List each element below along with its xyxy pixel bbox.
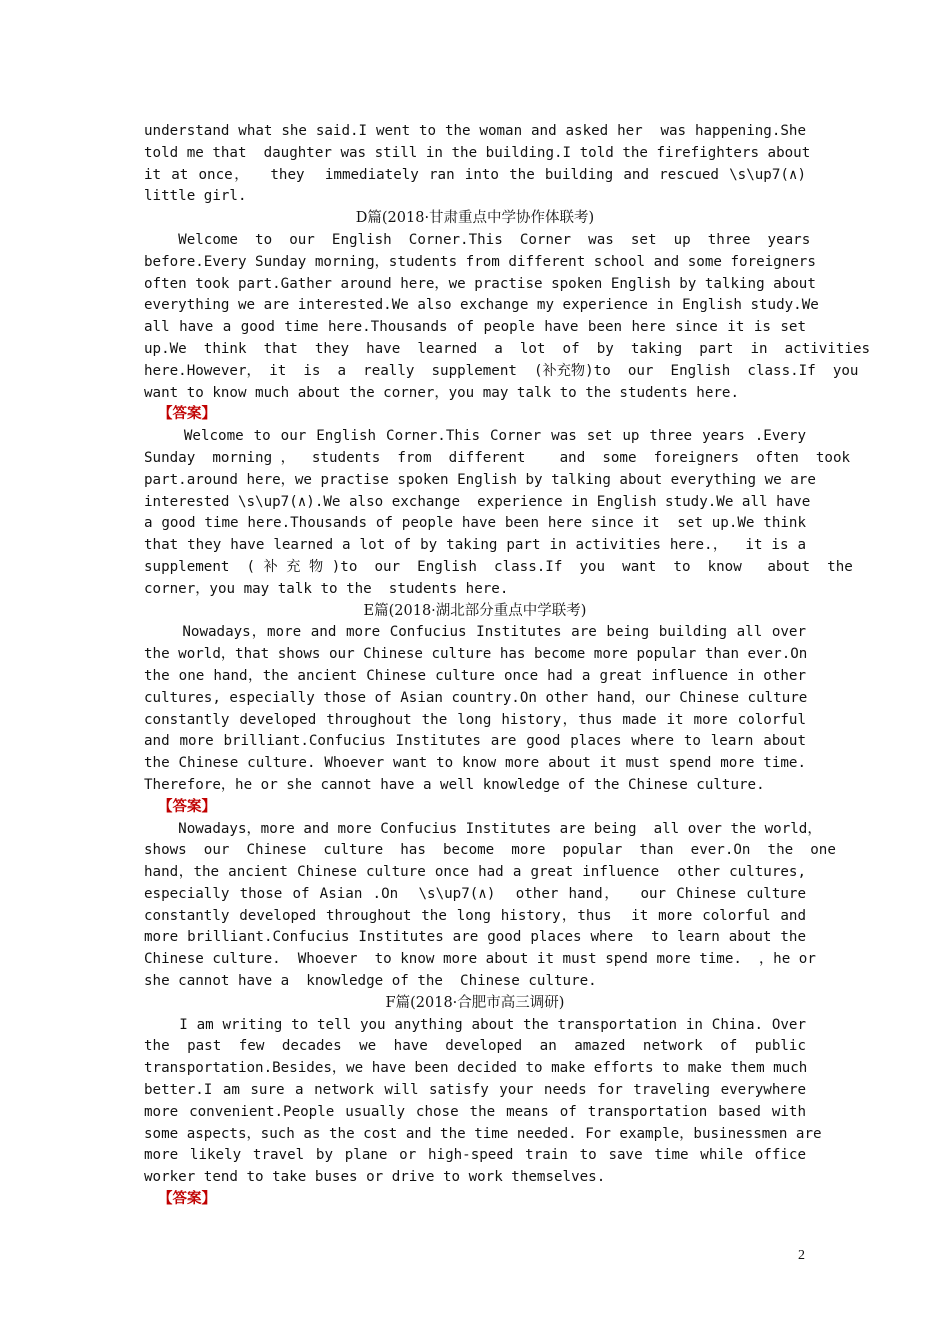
text-line: especially those of Asian .On \s\up7(∧) other hand， our Chinese culture <box>144 885 806 902</box>
answer-label: 【答案】 <box>158 798 216 815</box>
text-line: more convenient.People usually chose the means of transportation based with <box>144 1103 806 1120</box>
answer-label: 【答案】 <box>158 1191 216 1208</box>
text-line: often took part.Gather around here，we practise spoken English by talking about <box>144 275 816 292</box>
text-line: better.I am sure a network will satisfy your needs for traveling everywhere <box>144 1082 806 1099</box>
answer-label: 【答案】 <box>158 406 216 423</box>
text-line: Nowadays，more and more Confucius Institutes are being all over the world， <box>144 820 822 837</box>
section-text <box>144 622 806 796</box>
text-line: worker tend to take buses or drive to work themselves. <box>144 1169 606 1186</box>
text-line: and more brilliant.Confucius Institutes are good places where to learn about <box>144 733 806 750</box>
text-line: corner，you may talk to the students here. <box>144 580 509 597</box>
section-heading: E篇(2018·湖北部分重点中学联考) <box>363 602 587 619</box>
text-line: the world，that shows our Chinese culture has become more popular than ever.On <box>144 646 808 663</box>
text-line: constantly developed throughout the long history，thus made it more colorful <box>144 711 806 728</box>
answer-text <box>144 426 853 600</box>
text-line: here.However， it is a really supplement (补充物)to our English class.If you <box>144 362 859 379</box>
text-line: part.around here，we practise spoken English by talking about everything we are <box>144 471 816 488</box>
text-line: up.We think that they have learned a lot of by taking part in activities <box>144 340 871 357</box>
text-line: I am writing to tell you anything about the transportation in China. Over <box>144 1016 806 1033</box>
text-line: the Chinese culture. Whoever want to know more about it must spend more time. <box>144 755 806 772</box>
text-line: a good time here.Thousands of people have been here since it set up.We think <box>144 515 806 532</box>
text-line: interested \s\up7(∧).We also exchange experience in English study.We all have <box>144 493 811 510</box>
section-heading: D篇(2018·甘肃重点中学协作体联考) <box>355 210 595 227</box>
text-line: Welcome to our English Corner.This Corner was set up three years <box>144 231 811 248</box>
section-text <box>144 230 871 404</box>
text-line: told me that daughter was still in the building.I told the firefighters about <box>144 144 811 161</box>
text-line: some aspects，such as the cost and the time needed. For example，businessmen are <box>144 1125 822 1142</box>
text-line: hand，the ancient Chinese culture once had a great influence other cultures, <box>144 864 806 881</box>
section-heading: F篇(2018·合肥市高三调研) <box>385 994 565 1011</box>
text-line: supplement ( 补 充 物 )to our English class.If you want to know about the <box>144 558 853 575</box>
text-line: want to know much about the corner，you may talk to the students here. <box>144 384 740 401</box>
text-line: Nowadays，more and more Confucius Institutes are being building all over <box>144 624 806 641</box>
text-line: before.Every Sunday morning，students from different school and some foreigners <box>144 253 816 270</box>
page-number: 2 <box>798 1248 805 1263</box>
section-d <box>144 208 871 600</box>
text-line: that they have learned a lot of by taking part in activities here.， it is a <box>144 537 806 554</box>
section-f <box>144 993 822 1211</box>
text-line: Welcome to our English Corner.This Corner was set up three years .Every <box>144 428 806 445</box>
document-body <box>144 121 871 1211</box>
text-line: Sunday morning ， students from different and some foreigners often took <box>144 449 851 466</box>
text-line: it at once， they immediately ran into the building and rescued \s\up7(∧) <box>144 166 806 183</box>
text-line: cultures, especially those of Asian country.On other hand，our Chinese culture <box>144 689 808 706</box>
text-line: all have a good time here.Thousands of people have been here since it is set <box>144 319 806 336</box>
text-line: she cannot have a knowledge of the Chinese culture. <box>144 973 597 990</box>
text-line: more likely travel by plane or high-speed train to save time while office <box>144 1147 806 1164</box>
text-line: more brilliant.Confucius Institutes are good places where to learn about the <box>144 929 806 946</box>
text-line: the one hand，the ancient Chinese culture once had a great influence in other <box>144 667 806 684</box>
text-line: Therefore，he or she cannot have a well knowledge of the Chinese culture. <box>144 776 765 793</box>
text-line: Chinese culture. Whoever to know more about it must spend more time. ，he or <box>144 951 816 968</box>
section-e <box>144 601 836 993</box>
answer-text <box>144 819 836 993</box>
text-line: everything we are interested.We also exchange my experience in English study.We <box>144 297 819 314</box>
section-text <box>144 1015 822 1189</box>
intro-paragraph <box>144 121 811 208</box>
text-line: shows our Chinese culture has become more popular than ever.On the one <box>144 842 836 859</box>
text-line: understand what she said.I went to the woman and asked her was happening.She <box>144 123 806 139</box>
text-line: the past few decades we have developed an amazed network of public <box>144 1038 806 1055</box>
text-line: transportation.Besides，we have been decided to make efforts to make them much <box>144 1060 808 1077</box>
text-line: little girl. <box>144 188 247 205</box>
text-line: constantly developed throughout the long history，thus it more colorful and <box>144 907 806 924</box>
